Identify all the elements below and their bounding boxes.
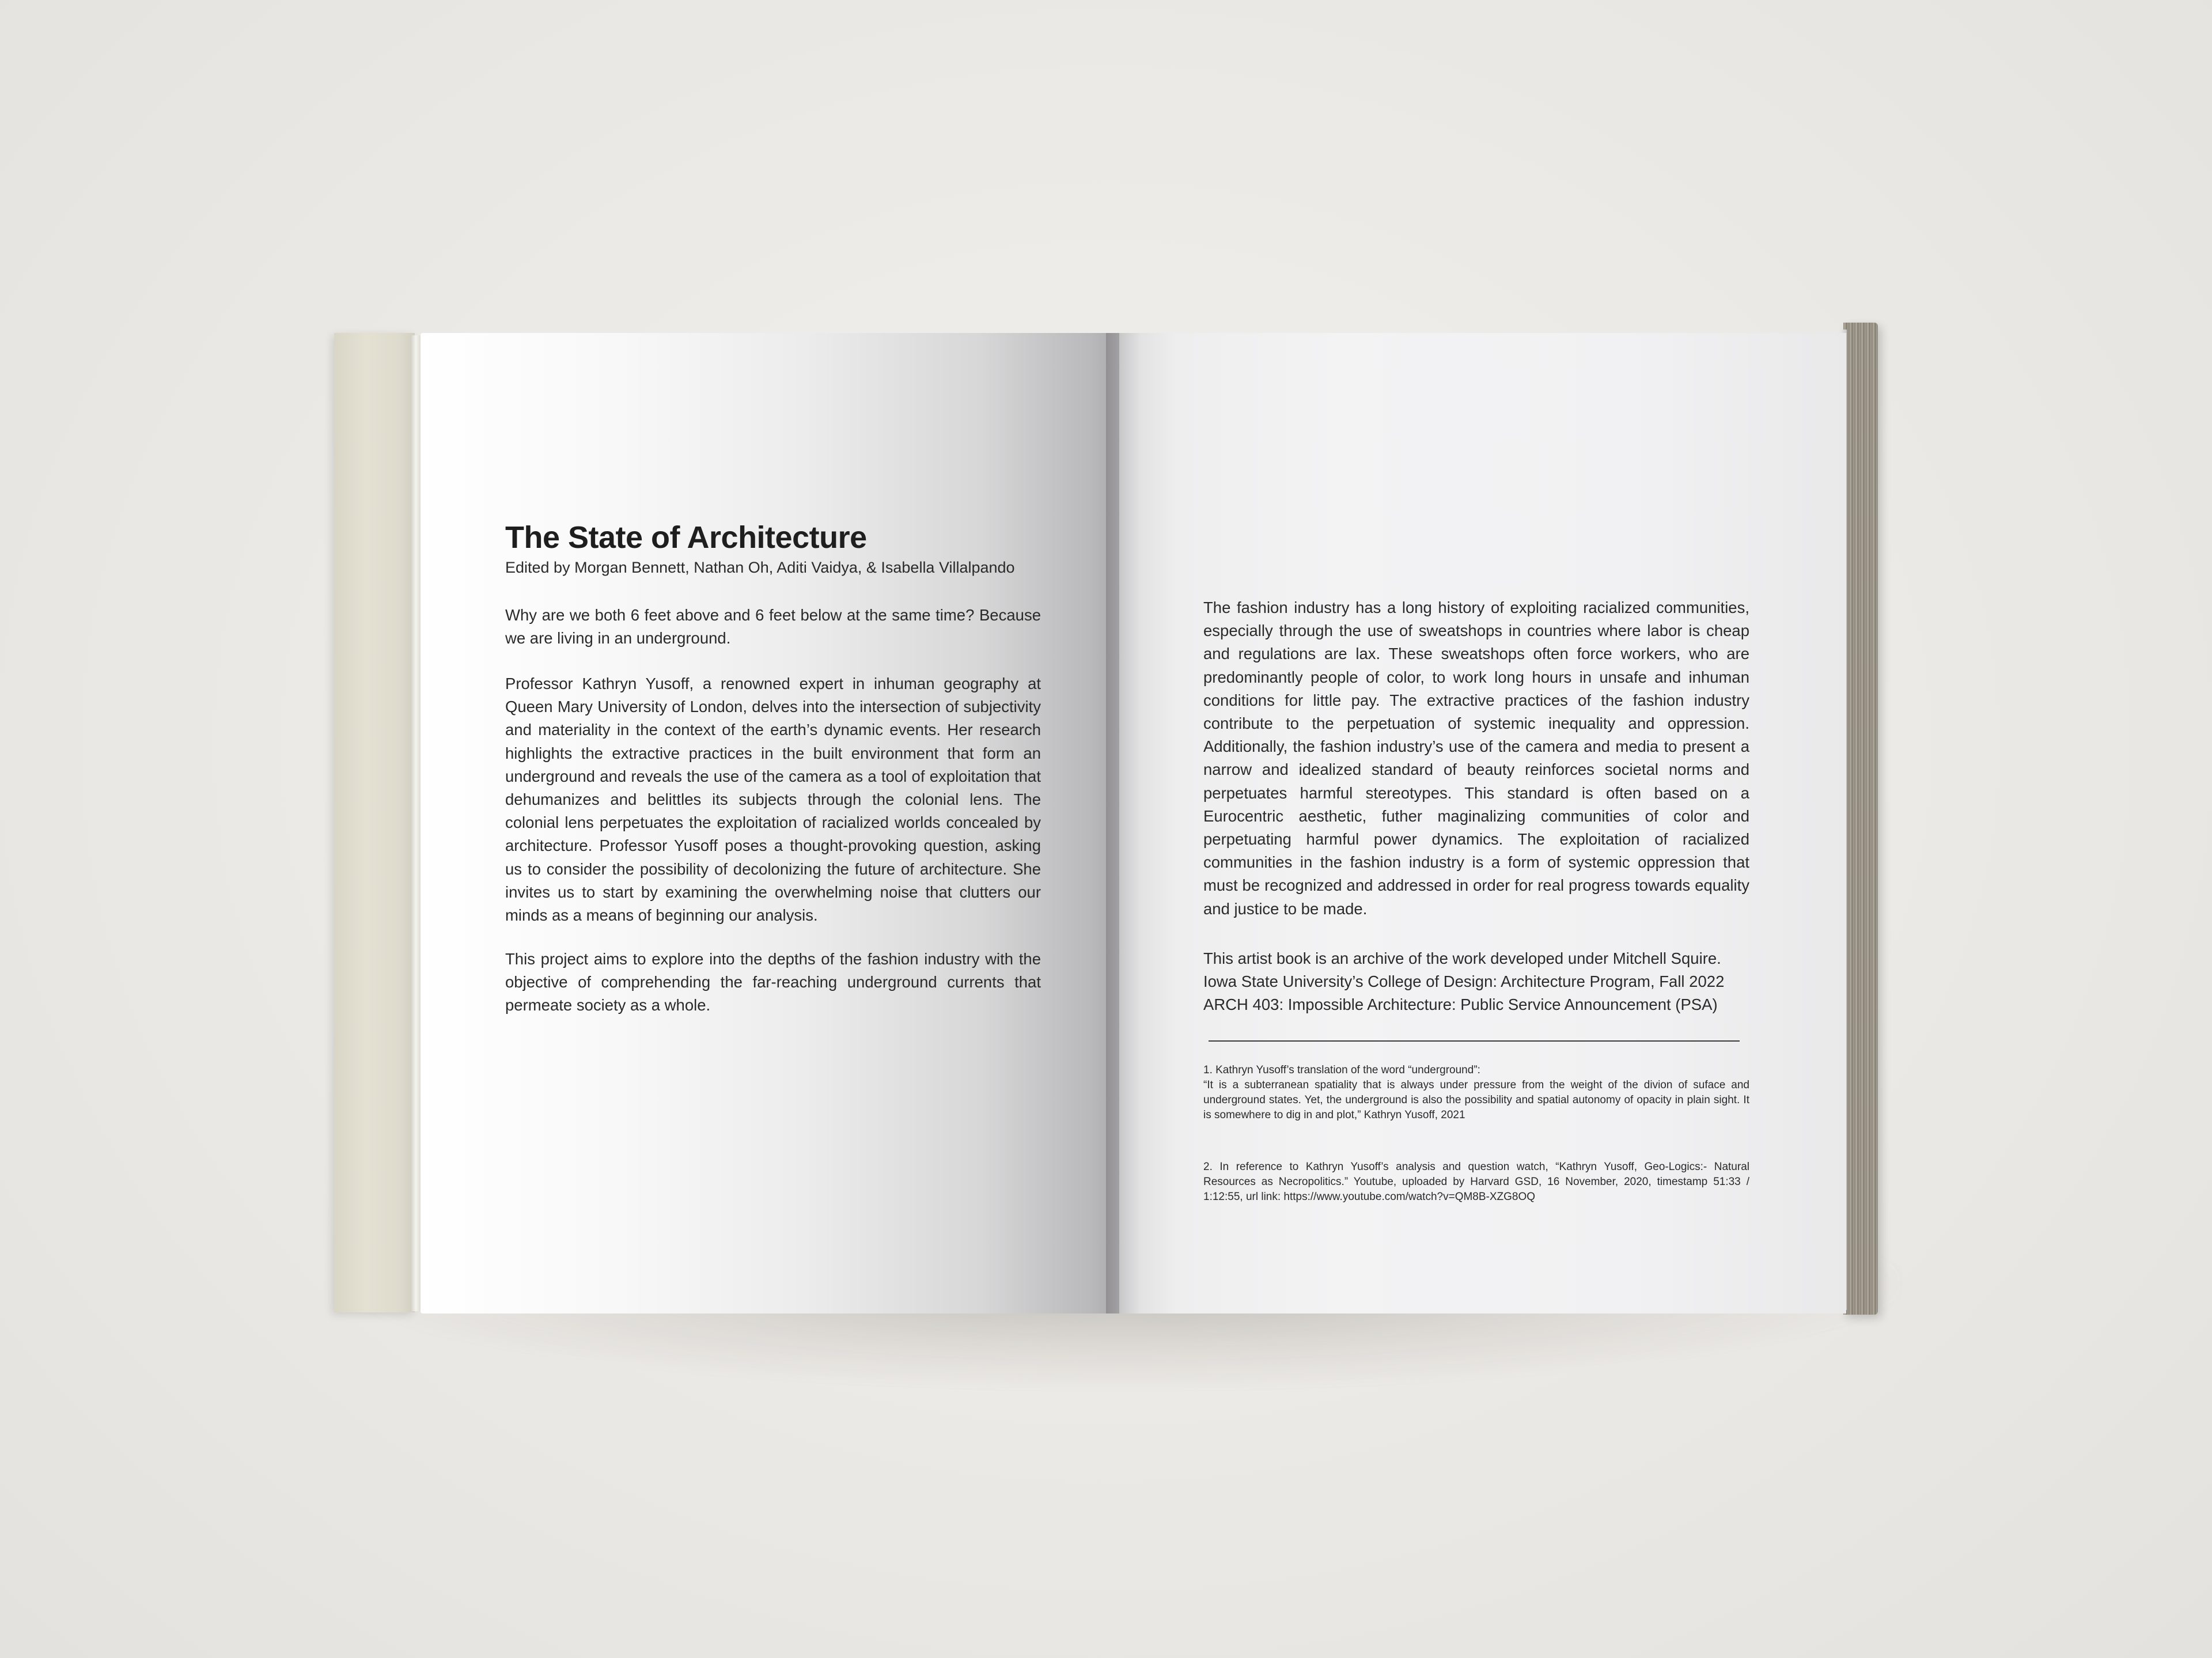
archive-note: [1203, 947, 1749, 1017]
book-cover-edge: [410, 335, 422, 1311]
archive-line-2: Iowa State University’s College of Design: Architecture Program, Fall 2022: [1203, 972, 1725, 991]
intro-paragraph: Why are we both 6 feet above and 6 feet below at the same time? Because we are living in an underground.: [505, 606, 1041, 648]
archive-line-3: ARCH 403: Impossible Architecture: Public Service Announcement (PSA): [1203, 995, 1718, 1014]
page-stack-edge: [1843, 323, 1878, 1315]
footnote-divider: [1209, 1040, 1740, 1042]
spine-shadow: [1106, 333, 1141, 1313]
editors-line: Edited by Morgan Bennett, Nathan Oh, Aditi Vaidya, & Isabella Villalpando: [505, 559, 1015, 576]
fashion-industry-paragraph: The fashion industry has a long history of exploiting racialized communities, especially through the use of sweatshops in countries where labor is cheap and regulations are lax. These sweatshops often force workers, who are predominantly people of color, to work long hours in unsafe and inhuman conditions for little pay. The extractive practices of the fashion industry contribute to the perpetuation of systemic inequality and oppression. Additionally, the fashion industry’s use of the camera and media to present a narrow and idealized standard of beauty reinforces societal norms and perpetuates harmful stereotypes. This standard is often based on a Eurocentric aesthetic, futher maginalizing communities of color and perpetuating harmful power dynamics. The exploitation of racialized communities in the fashion industry is a form of systemic oppression that must be recognized and addressed in order for real progress towards equality and justice to be made.: [1203, 599, 1749, 918]
book-cover-left: [334, 333, 415, 1312]
archive-line-1: This artist book is an archive of the work developed under Mitchell Squire.: [1203, 949, 1721, 967]
footnote-1-text: “It is a subterranean spatiality that is always under pressure from the weight of the divion of suface and underground states. Yet, the underground is also the possibility and spatial autonomy of opacity in plain sight. It is somewhere to dig in and plot,” Kathryn Yusoff, 2021: [1203, 1079, 1749, 1121]
yusoff-paragraph: Professor Kathryn Yusoff, a renowned expert in inhuman geography at Queen Mary University of London, delves into the intersection of subjectivity and materiality in the context of the earth’s dynamic events. Her research highlights the extractive practices in the built environment that form an underground and reveals the use of the camera as a tool of exploitation that dehumanizes and belittles its subjects through the colonial lens. The colonial lens perpetuates the exploitation of racialized worlds concealed by architecture. Professor Yusoff poses a thought-provoking question, asking us to consider the possibility of decolonizing the future of architecture. She invites us to start by examining the overwhelming noise that clutters our minds as a means of beginning our analysis.: [505, 675, 1041, 925]
project-aim-paragraph: This project aims to explore into the depths of the fashion industry with the objective of comprehending the far-reaching underground currents that permeate society as a whole.: [505, 950, 1041, 1015]
footnote-1-heading: 1. Kathryn Yusoff’s translation of the word “underground”:: [1203, 1064, 1480, 1076]
footnote-1: [1203, 1063, 1749, 1123]
footnote-2: 2. In reference to Kathryn Yusoff’s analysis and question watch, “Kathryn Yusoff, Geo-Logics:- Natural Resources as Necropolitics.” Youtube, uploaded by Harvard GSD, 16 November, 2020, timestamp 51:33 / 1:12:55, url link: https://www.youtube.com/watch?v=QM8B-XZG8OQ: [1203, 1161, 1749, 1203]
page-title: The State of Architecture: [505, 520, 867, 555]
